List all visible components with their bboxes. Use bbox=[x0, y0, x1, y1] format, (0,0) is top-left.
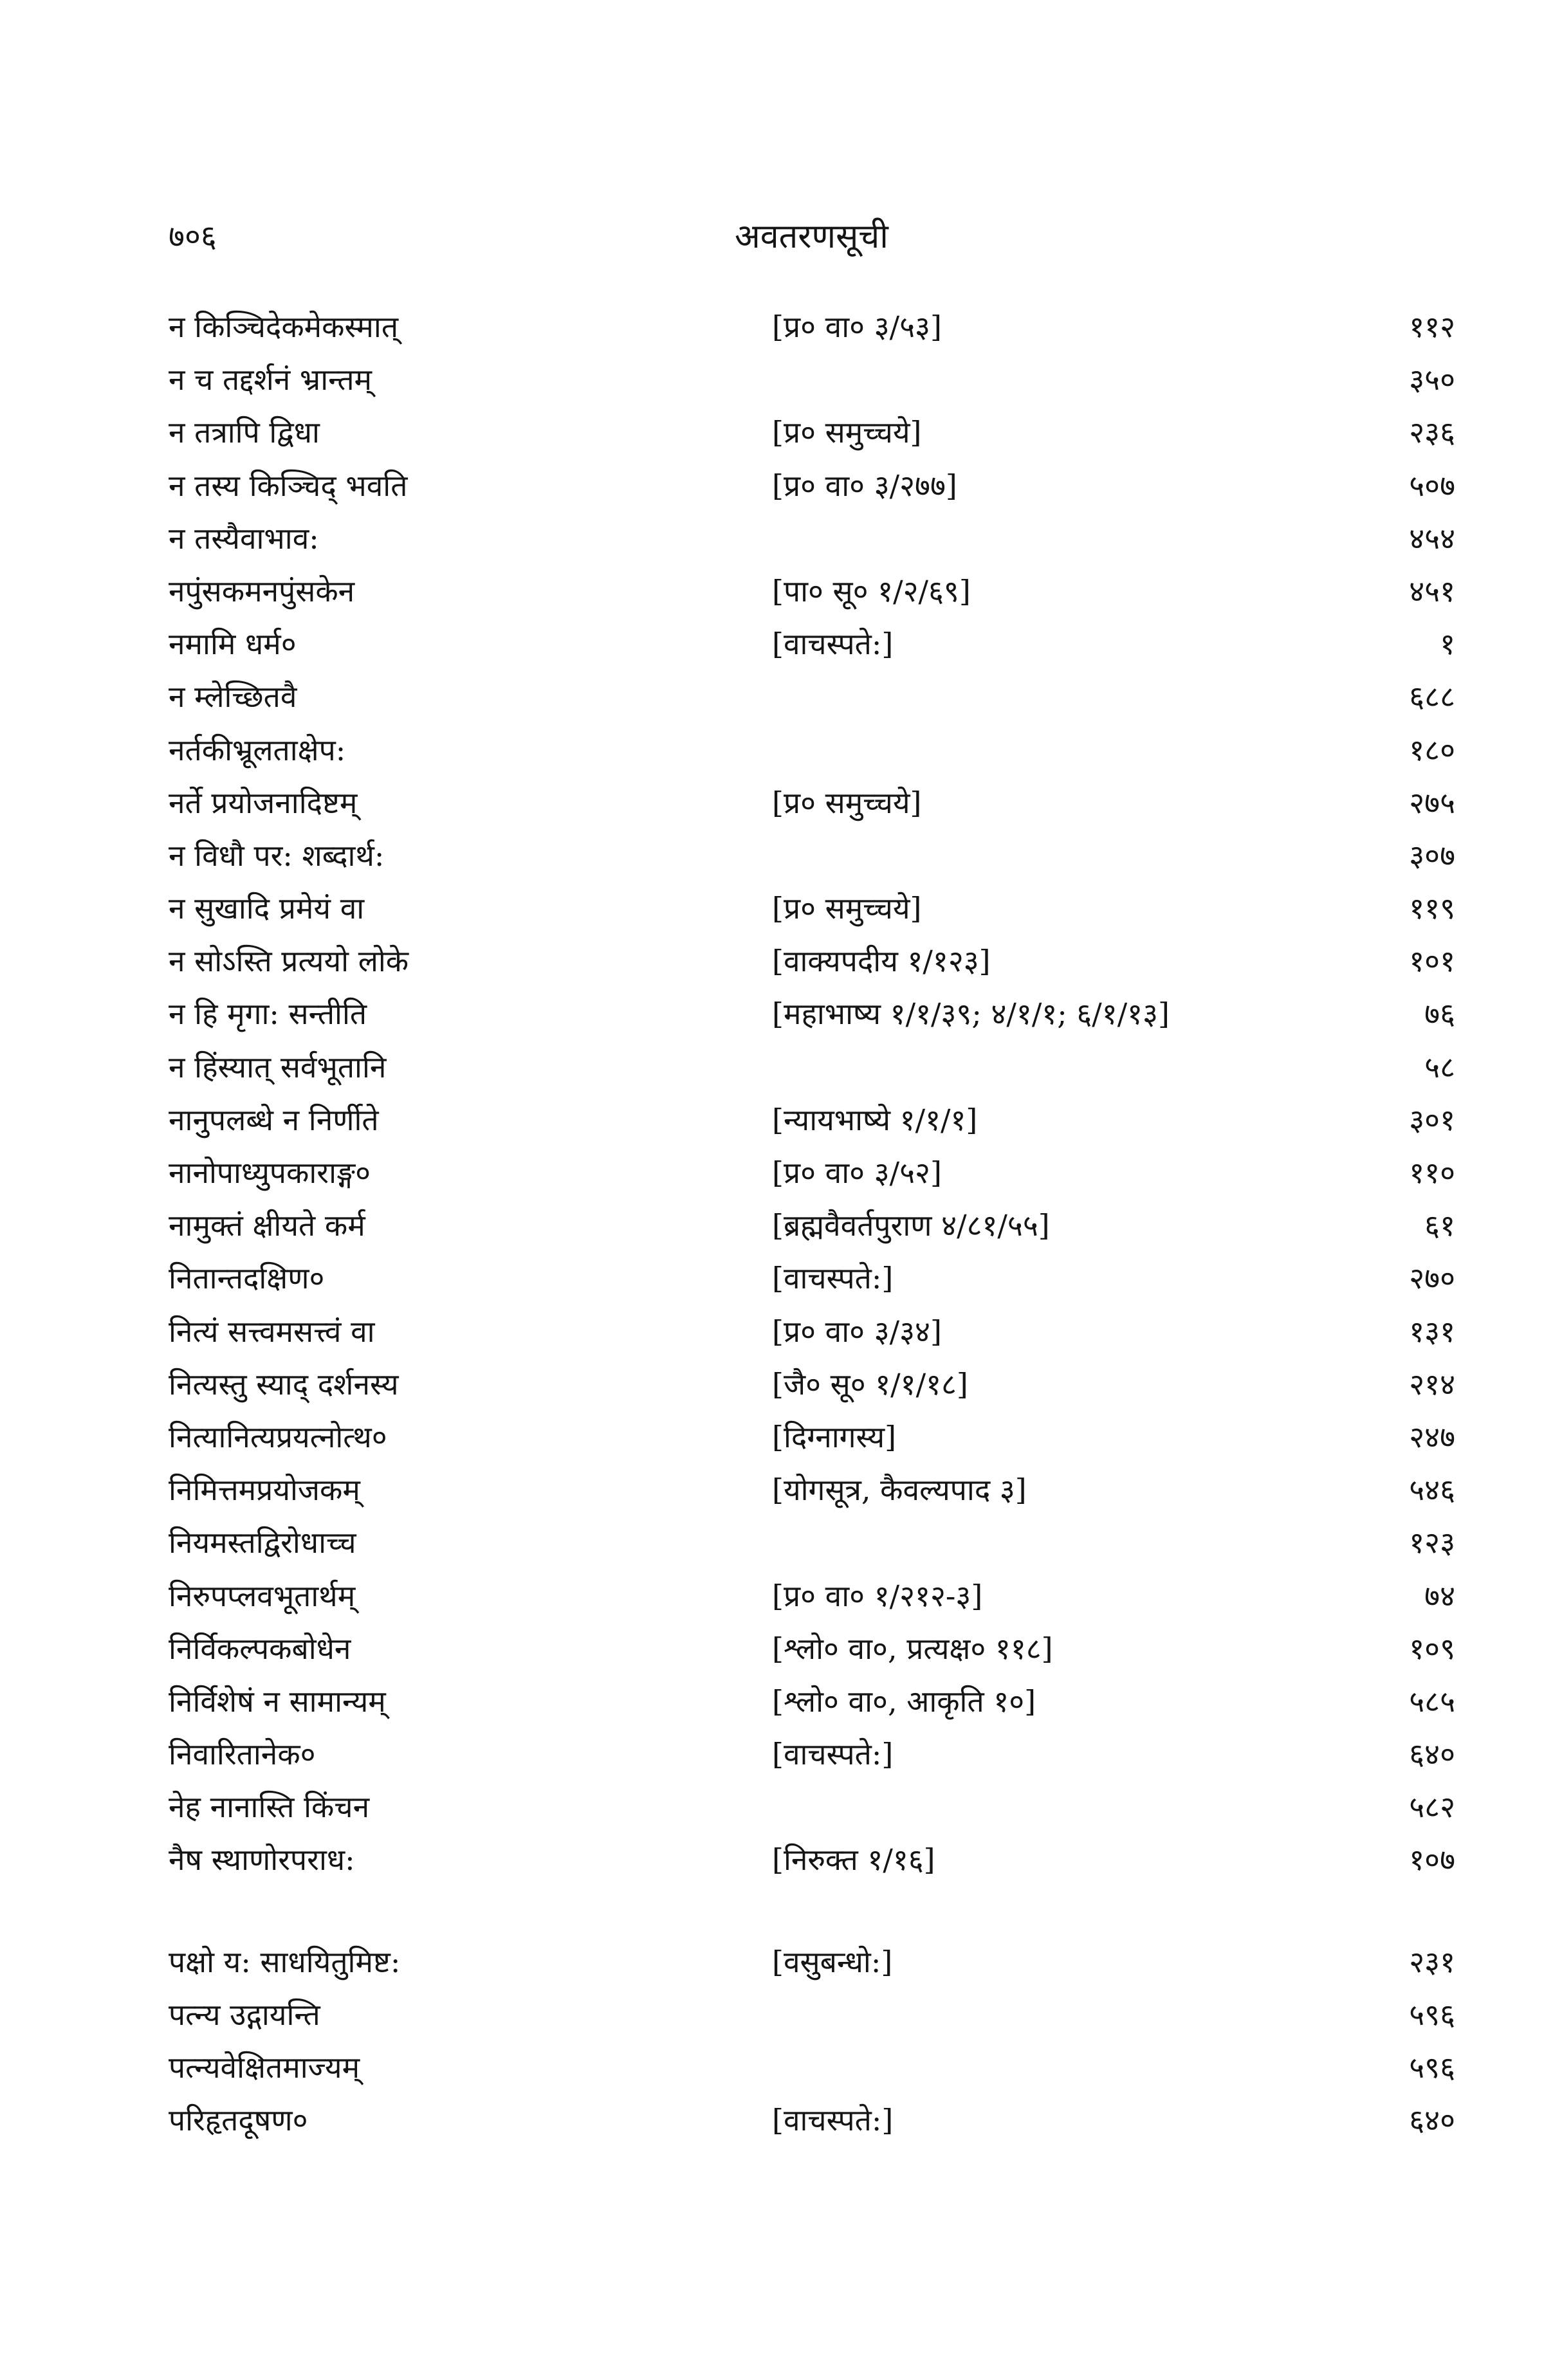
entry-page-number: २१४ bbox=[1409, 1366, 1455, 1402]
index-entry bbox=[0, 1411, 1544, 1464]
entry-page-number: ५९६ bbox=[1409, 1997, 1455, 2032]
entry-source: [वाचस्पते:] bbox=[772, 2103, 894, 2138]
entry-page-number: ११२ bbox=[1409, 309, 1455, 344]
entry-page-number: ४५४ bbox=[1409, 520, 1455, 556]
entry-headword: नेह नानास्ति किंचन bbox=[169, 1790, 370, 1825]
entry-headword: पत्न्यवेक्षितमाज्यम् bbox=[169, 2050, 360, 2085]
entry-headword: निरुपप्लवभूतार्थम् bbox=[169, 1578, 356, 1613]
entry-source: [वाचस्पते:] bbox=[772, 627, 894, 662]
entry-source: [निरुक्त १/१६] bbox=[772, 1842, 935, 1878]
entry-headword: न च तद्दर्शनं भ्रान्तम् bbox=[169, 362, 372, 398]
index-entry bbox=[0, 513, 1544, 565]
entry-page-number: २७० bbox=[1409, 1261, 1455, 1296]
quotation-index bbox=[0, 301, 1544, 2147]
index-entry bbox=[0, 1936, 1544, 1989]
entry-source: [वाचस्पते:] bbox=[772, 1737, 894, 1772]
index-entry bbox=[0, 1676, 1544, 1728]
index-group bbox=[0, 1936, 1544, 2148]
index-entry bbox=[0, 460, 1544, 513]
index-group bbox=[0, 301, 1544, 1887]
entry-headword: नानुपलब्धे न निर्णीते bbox=[169, 1102, 379, 1137]
index-entry bbox=[0, 2042, 1544, 2094]
entry-headword: नियमस्तद्विरोधाच्च bbox=[169, 1525, 356, 1561]
entry-source: [श्लो० वा०, प्रत्यक्ष० ११८] bbox=[772, 1631, 1053, 1666]
index-entry bbox=[0, 1570, 1544, 1623]
index-entry bbox=[0, 1464, 1544, 1517]
entry-headword: न किञ्चिदेकमेकस्मात् bbox=[169, 309, 399, 344]
entry-headword: नैष स्थाणोरपराध: bbox=[169, 1842, 355, 1878]
entry-headword: निर्विशेषं न सामान्यम् bbox=[169, 1683, 386, 1719]
index-entry bbox=[0, 565, 1544, 618]
entry-page-number: ३०१ bbox=[1409, 1102, 1455, 1137]
index-entry bbox=[0, 2094, 1544, 2147]
entry-page-number: २४७ bbox=[1409, 1419, 1455, 1454]
entry-page-number: ६४० bbox=[1409, 2103, 1455, 2138]
entry-headword: न विधौ पर: शब्दार्थ: bbox=[169, 838, 385, 873]
entry-page-number: ५८२ bbox=[1409, 1790, 1455, 1825]
index-entry bbox=[0, 1147, 1544, 1200]
entry-page-number: २७५ bbox=[1409, 785, 1455, 820]
index-entry bbox=[0, 1623, 1544, 1676]
entry-source: [पा० सू० १/२/६९] bbox=[772, 573, 971, 609]
entry-headword: न सुखादि प्रमेयं वा bbox=[169, 891, 365, 926]
entry-source: [वाक्यपदीय १/१२३] bbox=[772, 944, 991, 979]
entry-source: [वसुबन्धो:] bbox=[772, 1944, 893, 1979]
index-entry bbox=[0, 935, 1544, 988]
entry-headword: निमित्तमप्रयोजकम् bbox=[169, 1472, 360, 1508]
index-entry bbox=[0, 1834, 1544, 1887]
index-entry bbox=[0, 988, 1544, 1041]
entry-headword: नामुक्तं क्षीयते कर्म bbox=[169, 1208, 365, 1243]
entry-source: [श्लो० वा०, आकृति १०] bbox=[772, 1683, 1036, 1719]
entry-page-number: ५४६ bbox=[1409, 1472, 1455, 1508]
entry-headword: पत्न्य उद्गायन्ति bbox=[169, 1997, 320, 2032]
index-entry bbox=[0, 830, 1544, 883]
entry-headword: न तस्यैवाभाव: bbox=[169, 520, 319, 556]
entry-source: [प्र० वा० ३/५२] bbox=[772, 1155, 942, 1190]
entry-page-number: ३५० bbox=[1409, 362, 1455, 398]
running-title: अवतरणसूची bbox=[735, 217, 888, 256]
entry-headword: नपुंसकमनपुंसकेन bbox=[169, 573, 355, 609]
index-entry bbox=[0, 1094, 1544, 1147]
entry-source: [ब्रह्मवैवर्तपुराण ४/८१/५५] bbox=[772, 1208, 1050, 1243]
entry-headword: नित्यं सत्त्वमसत्त्वं वा bbox=[169, 1314, 375, 1349]
entry-page-number: ४५१ bbox=[1409, 573, 1455, 609]
index-entry bbox=[0, 1989, 1544, 2042]
entry-headword: निवारितानेक० bbox=[169, 1737, 316, 1772]
index-entry bbox=[0, 1781, 1544, 1834]
index-entry bbox=[0, 671, 1544, 724]
entry-page-number: ५९६ bbox=[1409, 2050, 1455, 2085]
entry-page-number: ७६ bbox=[1424, 996, 1455, 1032]
entry-headword: न हिंस्यात् सर्वभूतानि bbox=[169, 1049, 387, 1085]
index-entry bbox=[0, 618, 1544, 671]
entry-headword: न तस्य किञ्चिद् भवति bbox=[169, 468, 408, 503]
entry-source: [जै० सू० १/१/१८] bbox=[772, 1366, 968, 1402]
index-entry bbox=[0, 1728, 1544, 1781]
entry-headword: न तत्रापि द्विधा bbox=[169, 415, 320, 450]
entry-page-number: ३०७ bbox=[1409, 838, 1455, 873]
index-entry bbox=[0, 1359, 1544, 1411]
entry-headword: न सोऽस्ति प्रत्ययो लोके bbox=[169, 944, 409, 979]
entry-headword: पक्षो य: साधयितुमिष्ट: bbox=[169, 1944, 401, 1979]
entry-headword: न हि मृगा: सन्तीति bbox=[169, 996, 367, 1032]
entry-page-number: २३६ bbox=[1409, 415, 1455, 450]
entry-headword: निर्विकल्पकबोधेन bbox=[169, 1631, 351, 1666]
entry-source: [प्र० वा० १/२१२-३] bbox=[772, 1578, 983, 1613]
entry-page-number: १२३ bbox=[1409, 1525, 1455, 1561]
entry-source: [प्र० वा० ३/५३] bbox=[772, 309, 942, 344]
index-entry bbox=[0, 354, 1544, 407]
entry-page-number: ७४ bbox=[1424, 1578, 1455, 1613]
entry-headword: नर्तकीभ्रूलताक्षेप: bbox=[169, 732, 346, 767]
entry-source: [दिग्नागस्य] bbox=[772, 1419, 897, 1454]
index-entry bbox=[0, 301, 1544, 354]
index-entry bbox=[0, 407, 1544, 459]
entry-headword: नमामि धर्म० bbox=[169, 627, 297, 662]
entry-page-number: ५८ bbox=[1424, 1049, 1455, 1085]
index-entry bbox=[0, 883, 1544, 935]
index-entry bbox=[0, 1252, 1544, 1305]
entry-page-number: ५८५ bbox=[1409, 1683, 1455, 1719]
entry-source: [प्र० समुच्चये] bbox=[772, 415, 922, 450]
entry-page-number: ११० bbox=[1409, 1155, 1455, 1190]
entry-page-number: ६८८ bbox=[1409, 679, 1455, 715]
entry-page-number: ११९ bbox=[1409, 891, 1455, 926]
entry-headword: नानोपाध्युपकाराङ्ग० bbox=[169, 1155, 371, 1190]
index-entry bbox=[0, 1200, 1544, 1252]
entry-page-number: २३१ bbox=[1409, 1944, 1455, 1979]
entry-page-number: १३१ bbox=[1409, 1314, 1455, 1349]
page-number: ७०६ bbox=[169, 219, 217, 255]
entry-page-number: १८० bbox=[1409, 732, 1455, 767]
entry-headword: नर्ते प्रयोजनादिष्टम् bbox=[169, 785, 358, 820]
entry-headword: नित्यस्तु स्याद् दर्शनस्य bbox=[169, 1366, 399, 1402]
entry-page-number: १०१ bbox=[1409, 944, 1455, 979]
entry-page-number: ६४० bbox=[1409, 1737, 1455, 1772]
entry-headword: नितान्तदक्षिण० bbox=[169, 1261, 325, 1296]
entry-page-number: १०९ bbox=[1409, 1631, 1455, 1666]
entry-source: [वाचस्पते:] bbox=[772, 1261, 894, 1296]
entry-page-number: ६१ bbox=[1424, 1208, 1455, 1243]
index-entry bbox=[0, 777, 1544, 830]
index-entry bbox=[0, 724, 1544, 777]
entry-source: [योगसूत्र, कैवल्यपाद ३] bbox=[772, 1472, 1027, 1508]
entry-page-number: १०७ bbox=[1409, 1842, 1455, 1878]
index-entry bbox=[0, 1306, 1544, 1359]
entry-headword: परिहृतदूषण० bbox=[169, 2103, 308, 2138]
entry-page-number: १ bbox=[1440, 627, 1455, 662]
entry-source: [न्यायभाष्ये १/१/१] bbox=[772, 1102, 978, 1137]
index-entry bbox=[0, 1517, 1544, 1570]
entry-source: [प्र० वा० ३/२७७] bbox=[772, 468, 957, 503]
entry-headword: न म्लेच्छितवै bbox=[169, 679, 297, 715]
entry-source: [प्र० समुच्चये] bbox=[772, 891, 922, 926]
entry-source: [प्र० वा० ३/३४] bbox=[772, 1314, 942, 1349]
entry-headword: नित्यानित्यप्रयत्नोत्थ० bbox=[169, 1419, 387, 1454]
entry-source: [प्र० समुच्चये] bbox=[772, 785, 922, 820]
entry-source: [महाभाष्य १/१/३९; ४/१/१; ६/१/१३] bbox=[772, 996, 1170, 1032]
entry-page-number: ५०७ bbox=[1409, 468, 1455, 503]
index-entry bbox=[0, 1041, 1544, 1094]
